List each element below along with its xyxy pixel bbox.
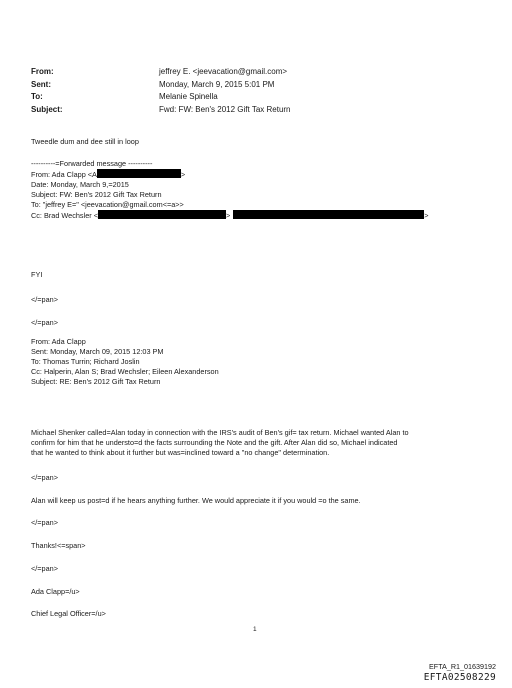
from-label: From: [31,67,54,76]
body-paragraph-1 [31,428,409,458]
forwarded-from-close: > [180,170,186,179]
inner-cc: Cc: Halperin, Alan S; Brad Wechsler; Eileen Alexanderson [31,367,219,376]
forwarded-cc-close: > [424,211,429,220]
header-from-row [31,66,291,79]
body-line: that he wanted to think about it further but was=inclined toward a "no change" determination. [31,448,330,457]
sent-value: Monday, March 9, 2015 5:01 PM [159,79,275,89]
header-to-row [31,91,291,104]
header-sent-row [31,79,291,92]
intro-line: Tweedle dum and dee still in loop [31,137,139,146]
redaction-box [233,210,424,219]
forwarded-from-text: From: Ada Clapp <A [31,170,97,179]
pan-tag-5: </=pan> [31,564,58,573]
page-number: 1 [253,626,257,633]
forwarded-block [31,159,429,221]
subject-value: Fwd: FW: Ben's 2012 Gift Tax Return [159,104,291,114]
body-line: Michael Shenker called=Alan today in connection with the IRS's audit of Ben's gif= tax return. Michael wanted Alan to [31,428,409,437]
signature-name: Ada Clapp=/u> [31,587,80,596]
inner-to: To: Thomas Turrin; Richard Joslin [31,357,140,366]
forwarded-subject: Subject: FW: Ben's 2012 Gift Tax Return [31,190,162,199]
forwarded-cc-mid: > [225,211,231,220]
redaction-box [97,169,181,178]
body-paragraph-2: Alan will keep us post=d if he hears anything further. We would appreciate it if you would =o the same. [31,496,361,505]
inner-from: From: Ada Clapp [31,337,86,346]
bates-number-2: EFTA02508229 [423,672,496,683]
subject-label: Subject: [31,104,63,114]
email-header [31,66,291,116]
pan-tag-3: </=pan> [31,473,58,482]
inner-sent: Sent: Monday, March 09, 2015 12:03 PM [31,347,164,356]
to-value: Melanie Spinella [159,92,218,101]
from-value: jeffrey E. <jeevacation@gmail.com> [159,67,288,76]
pan-tag-4: </=pan> [31,518,58,527]
thanks-line: Thanks!<=span> [31,541,86,550]
sent-label: Sent: [31,79,51,89]
inner-subject: Subject: RE: Ben's 2012 Gift Tax Return [31,377,161,386]
inner-header [31,337,219,387]
header-subject-row [31,104,291,117]
forwarded-from [31,169,429,180]
forwarded-cc [31,210,429,221]
redaction-box [98,210,226,219]
forwarded-separator: ----------=Forwarded message ---------- [31,159,153,168]
forwarded-to: To: "jeffrey E=" <jeevacation@gmail.com<=a>> [31,200,184,209]
to-label: To: [31,92,43,101]
pan-tag-1: </=pan> [31,295,58,304]
pan-tag-2: </=pan> [31,318,58,327]
fyi-line: FYI [31,270,43,279]
forwarded-date: Date: Monday, March 9,=2015 [31,180,129,189]
body-line: confirm for him that he understo=d the facts surrounding the Note and the gift. After Alan did so, Michael indicated [31,438,398,447]
bates-number-1: EFTA_R1_01639192 [429,662,496,671]
forwarded-cc-text: Cc: Brad Wechsler < [31,211,98,220]
signature-title: Chief Legal Officer=/u> [31,609,106,618]
